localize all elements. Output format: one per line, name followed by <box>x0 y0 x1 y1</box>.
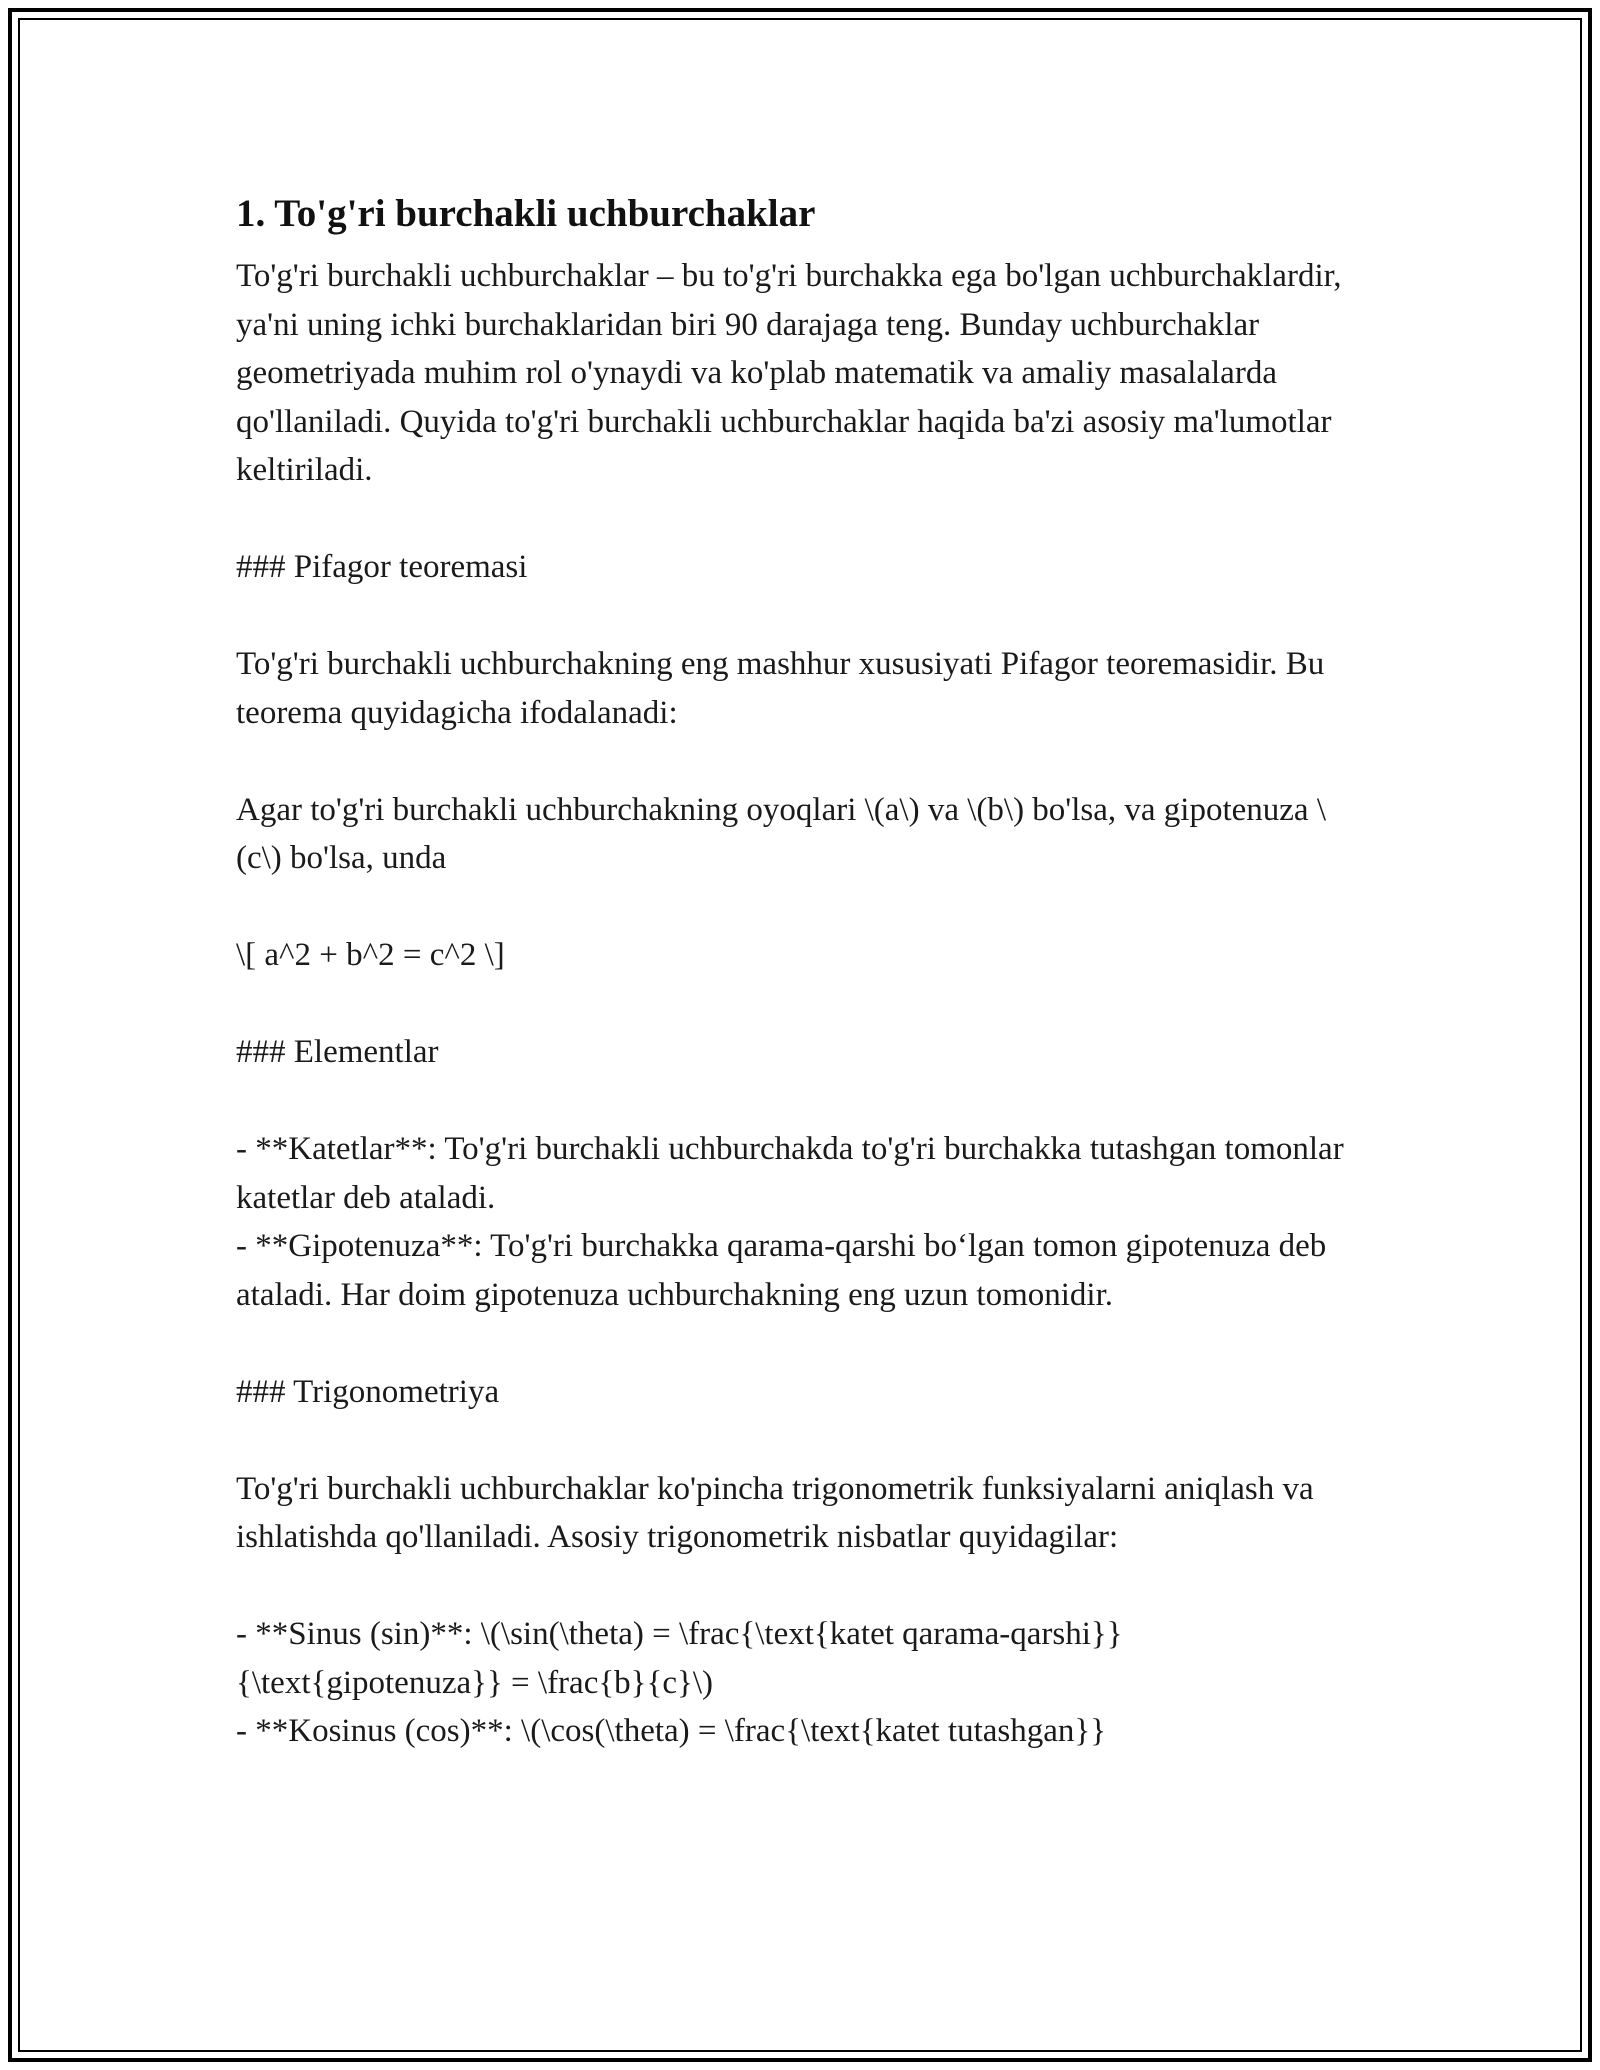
paragraph-gap <box>236 1077 1366 1126</box>
heading-elementlar: ### Elementlar <box>236 1034 439 1070</box>
trigonometriya-paragraph: To'g'ri burchakli uchburchaklar ko'pincha trigonometrik funksiyalarni aniqlash va ishlatishda qo'llaniladi. Asosiy trigonometrik nisbatlar quyidagilar: <box>236 1470 1322 1555</box>
paragraph-gap <box>236 980 1366 1029</box>
paragraph-gap <box>236 495 1366 544</box>
paragraph-gap <box>236 737 1366 786</box>
pifagor-condition-paragraph: Agar to'g'ri burchakli uchburchakning oyoqlari \(a\) va \(b\) bo'lsa, va gipotenuza \(c\) bo'lsa, unda <box>236 791 1326 876</box>
heading-pifagor: ### Pifagor teoremasi <box>236 549 528 585</box>
document-body <box>236 186 1366 1756</box>
paragraph-gap <box>236 1319 1366 1368</box>
paragraph-gap <box>236 1416 1366 1465</box>
trig-ratios-list: - **Sinus (sin)**: \(\sin(\theta) = \frac{\text{katet qarama-qarshi}}{\text{gipotenuza}} = \frac{b}{c}\) - **Kosinus (cos)**: \(\cos(\theta) = \frac{\text{katet tutashgan}} <box>236 1616 1123 1749</box>
paragraph-gap <box>236 883 1366 932</box>
paragraph-gap <box>236 592 1366 641</box>
pifagor-paragraph: To'g'ri burchakli uchburchakning eng mashhur xususiyati Pifagor teoremasidir. Bu teorema quyidagicha ifodalanadi: <box>236 646 1333 731</box>
pifagor-formula: \[ a^2 + b^2 = c^2 \] <box>236 937 505 973</box>
intro-paragraph: To'g'ri burchakli uchburchaklar – bu to'g'ri burchakka ega bo'lgan uchburchaklardir, ya'ni uning ichki burchaklaridan biri 90 darajaga teng. Bunday uchburchaklar geometriyada muhim rol o'ynaydi va ko'plab matematik va amaliy masalalarda qo'llaniladi. Quyida to'g'ri burchakli uchburchaklar haqida ba'zi asosiy ma'lumotlar keltiriladi. <box>236 258 1350 488</box>
paragraph-gap <box>236 1562 1366 1611</box>
document-title: 1. To'g'ri burchakli uchburchaklar <box>236 192 816 235</box>
heading-trigonometriya: ### Trigonometriya <box>236 1373 500 1410</box>
elementlar-list: - **Katetlar**: To'g'ri burchakli uchburchakda to'g'ri burchakka tutashgan tomonlar katetlar deb ataladi. - **Gipotenuza**: To'g'ri burchakka qarama-qarshi bo‘lgan tomon gipotenuza deb ataladi. Har doim gipotenuza uchburchakning eng uzun tomonidir. <box>236 1131 1344 1313</box>
